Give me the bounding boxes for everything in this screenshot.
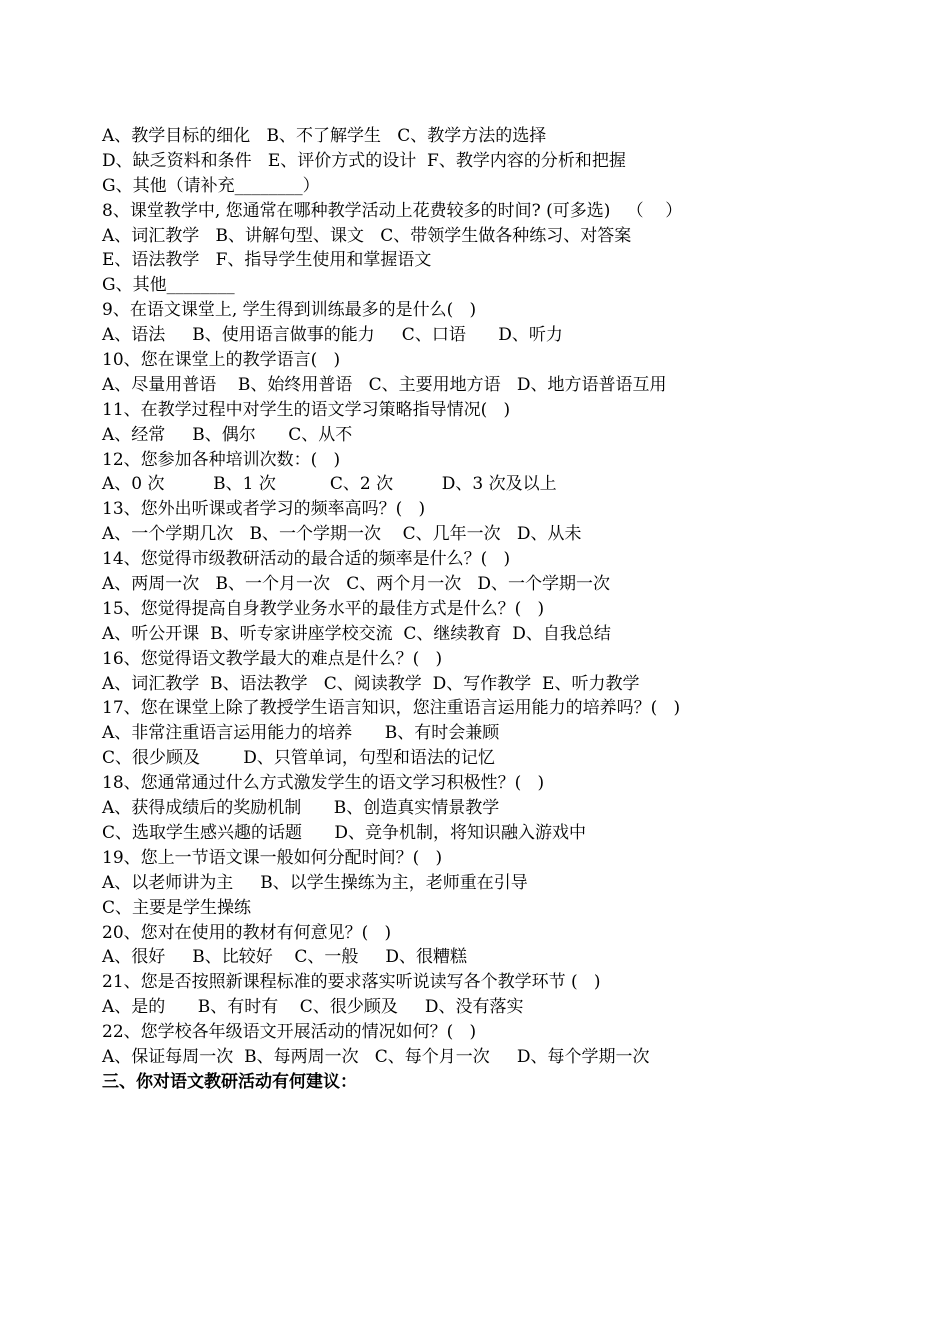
question-line: 22、您学校各年级语文开展活动的情况如何？( ) (102, 1022, 477, 1043)
question-line: 14、您觉得市级教研活动的最合适的频率是什么？( ) (102, 549, 511, 570)
option-line: C、选取学生感兴趣的话题 D、竞争机制，将知识融入游戏中 (102, 822, 587, 843)
option-line: A、听公开课 B、听专家讲座学校交流 C、继续教育 D、自我总结 (102, 623, 611, 644)
question-line: 11、在教学过程中对学生的语文学习策略指导情况( ) (102, 399, 511, 420)
section-heading: 三、你对语文教研活动有何建议： (102, 1071, 357, 1092)
option-line: C、主要是学生操练 (102, 897, 252, 918)
option-line: A、一个学期几次 B、一个学期一次 C、几年一次 D、从未 (102, 524, 582, 545)
option-line: D、缺乏资料和条件 E、评价方式的设计 F、教学内容的分析和把握 (102, 150, 626, 171)
option-line: A、保证每周一次 B、每两周一次 C、每个月一次 D、每个学期一次 (102, 1046, 650, 1067)
option-line: A、教学目标的细化 B、不了解学生 C、教学方法的选择 (102, 126, 547, 146)
question-line: 12、您参加各种培训次数：( ) (102, 449, 341, 470)
option-line: A、词汇教学 B、语法教学 C、阅读教学 D、写作教学 E、听力教学 (102, 673, 640, 694)
question-line: 19、您上一节语文课一般如何分配时间？( ) (102, 847, 443, 868)
questionnaire-body (102, 124, 862, 1095)
option-line: G、其他________ (102, 275, 235, 296)
question-line: 21、您是否按照新课程标准的要求落实听说读写各个教学环节 ( ) (102, 972, 601, 993)
option-line: A、词汇教学 B、讲解句型、课文 C、带领学生做各种练习、对答案 (102, 225, 632, 246)
option-line: G、其他（请补充________） (102, 175, 320, 196)
option-line: A、非常注重语言运用能力的培养 B、有时会兼顾 (102, 723, 500, 744)
option-line: A、是的 B、有时有 C、很少顾及 D、没有落实 (102, 997, 524, 1018)
question-line: 16、您觉得语文教学最大的难点是什么？( ) (102, 648, 443, 669)
option-line: A、语法 B、使用语言做事的能力 C、口语 D、听力 (102, 325, 563, 346)
question-line: 8、课堂教学中, 您通常在哪种教学活动上花费较多的时间? (可多选) （ ） (102, 200, 683, 221)
option-line: A、以老师讲为主 B、以学生操练为主，老师重在引导 (102, 872, 528, 893)
option-line: C、很少顾及 D、只管单词，句型和语法的记忆 (102, 748, 495, 769)
question-line: 10、您在课堂上的教学语言( ) (102, 350, 341, 371)
option-line: A、获得成绩后的奖励机制 B、创造真实情景教学 (102, 798, 500, 819)
question-line: 17、您在课堂上除了教授学生语言知识，您注重语言运用能力的培养吗？( ) (102, 698, 681, 719)
question-line: 18、您通常通过什么方式激发学生的语文学习积极性？( ) (102, 773, 545, 794)
option-line: A、尽量用普语 B、始终用普语 C、主要用地方语 D、地方语普语互用 (102, 374, 667, 395)
question-line: 9、在语文课堂上, 学生得到训练最多的是什么( ) (102, 300, 477, 321)
option-line: A、很好 B、比较好 C、一般 D、很糟糕 (102, 947, 468, 968)
option-line: E、语法教学 F、指导学生使用和掌握语文 (102, 250, 432, 271)
question-line: 13、您外出听课或者学习的频率高吗？( ) (102, 499, 426, 520)
option-line: A、两周一次 B、一个月一次 C、两个月一次 D、一个学期一次 (102, 574, 611, 595)
question-line: 20、您对在使用的教材有何意见？( ) (102, 922, 392, 943)
option-line: A、经常 B、偶尔 C、从不 (102, 424, 353, 445)
question-line: 15、您觉得提高自身教学业务水平的最佳方式是什么？( ) (102, 598, 545, 619)
option-line: A、0 次 B、1 次 C、2 次 D、3 次及以上 (102, 474, 557, 495)
